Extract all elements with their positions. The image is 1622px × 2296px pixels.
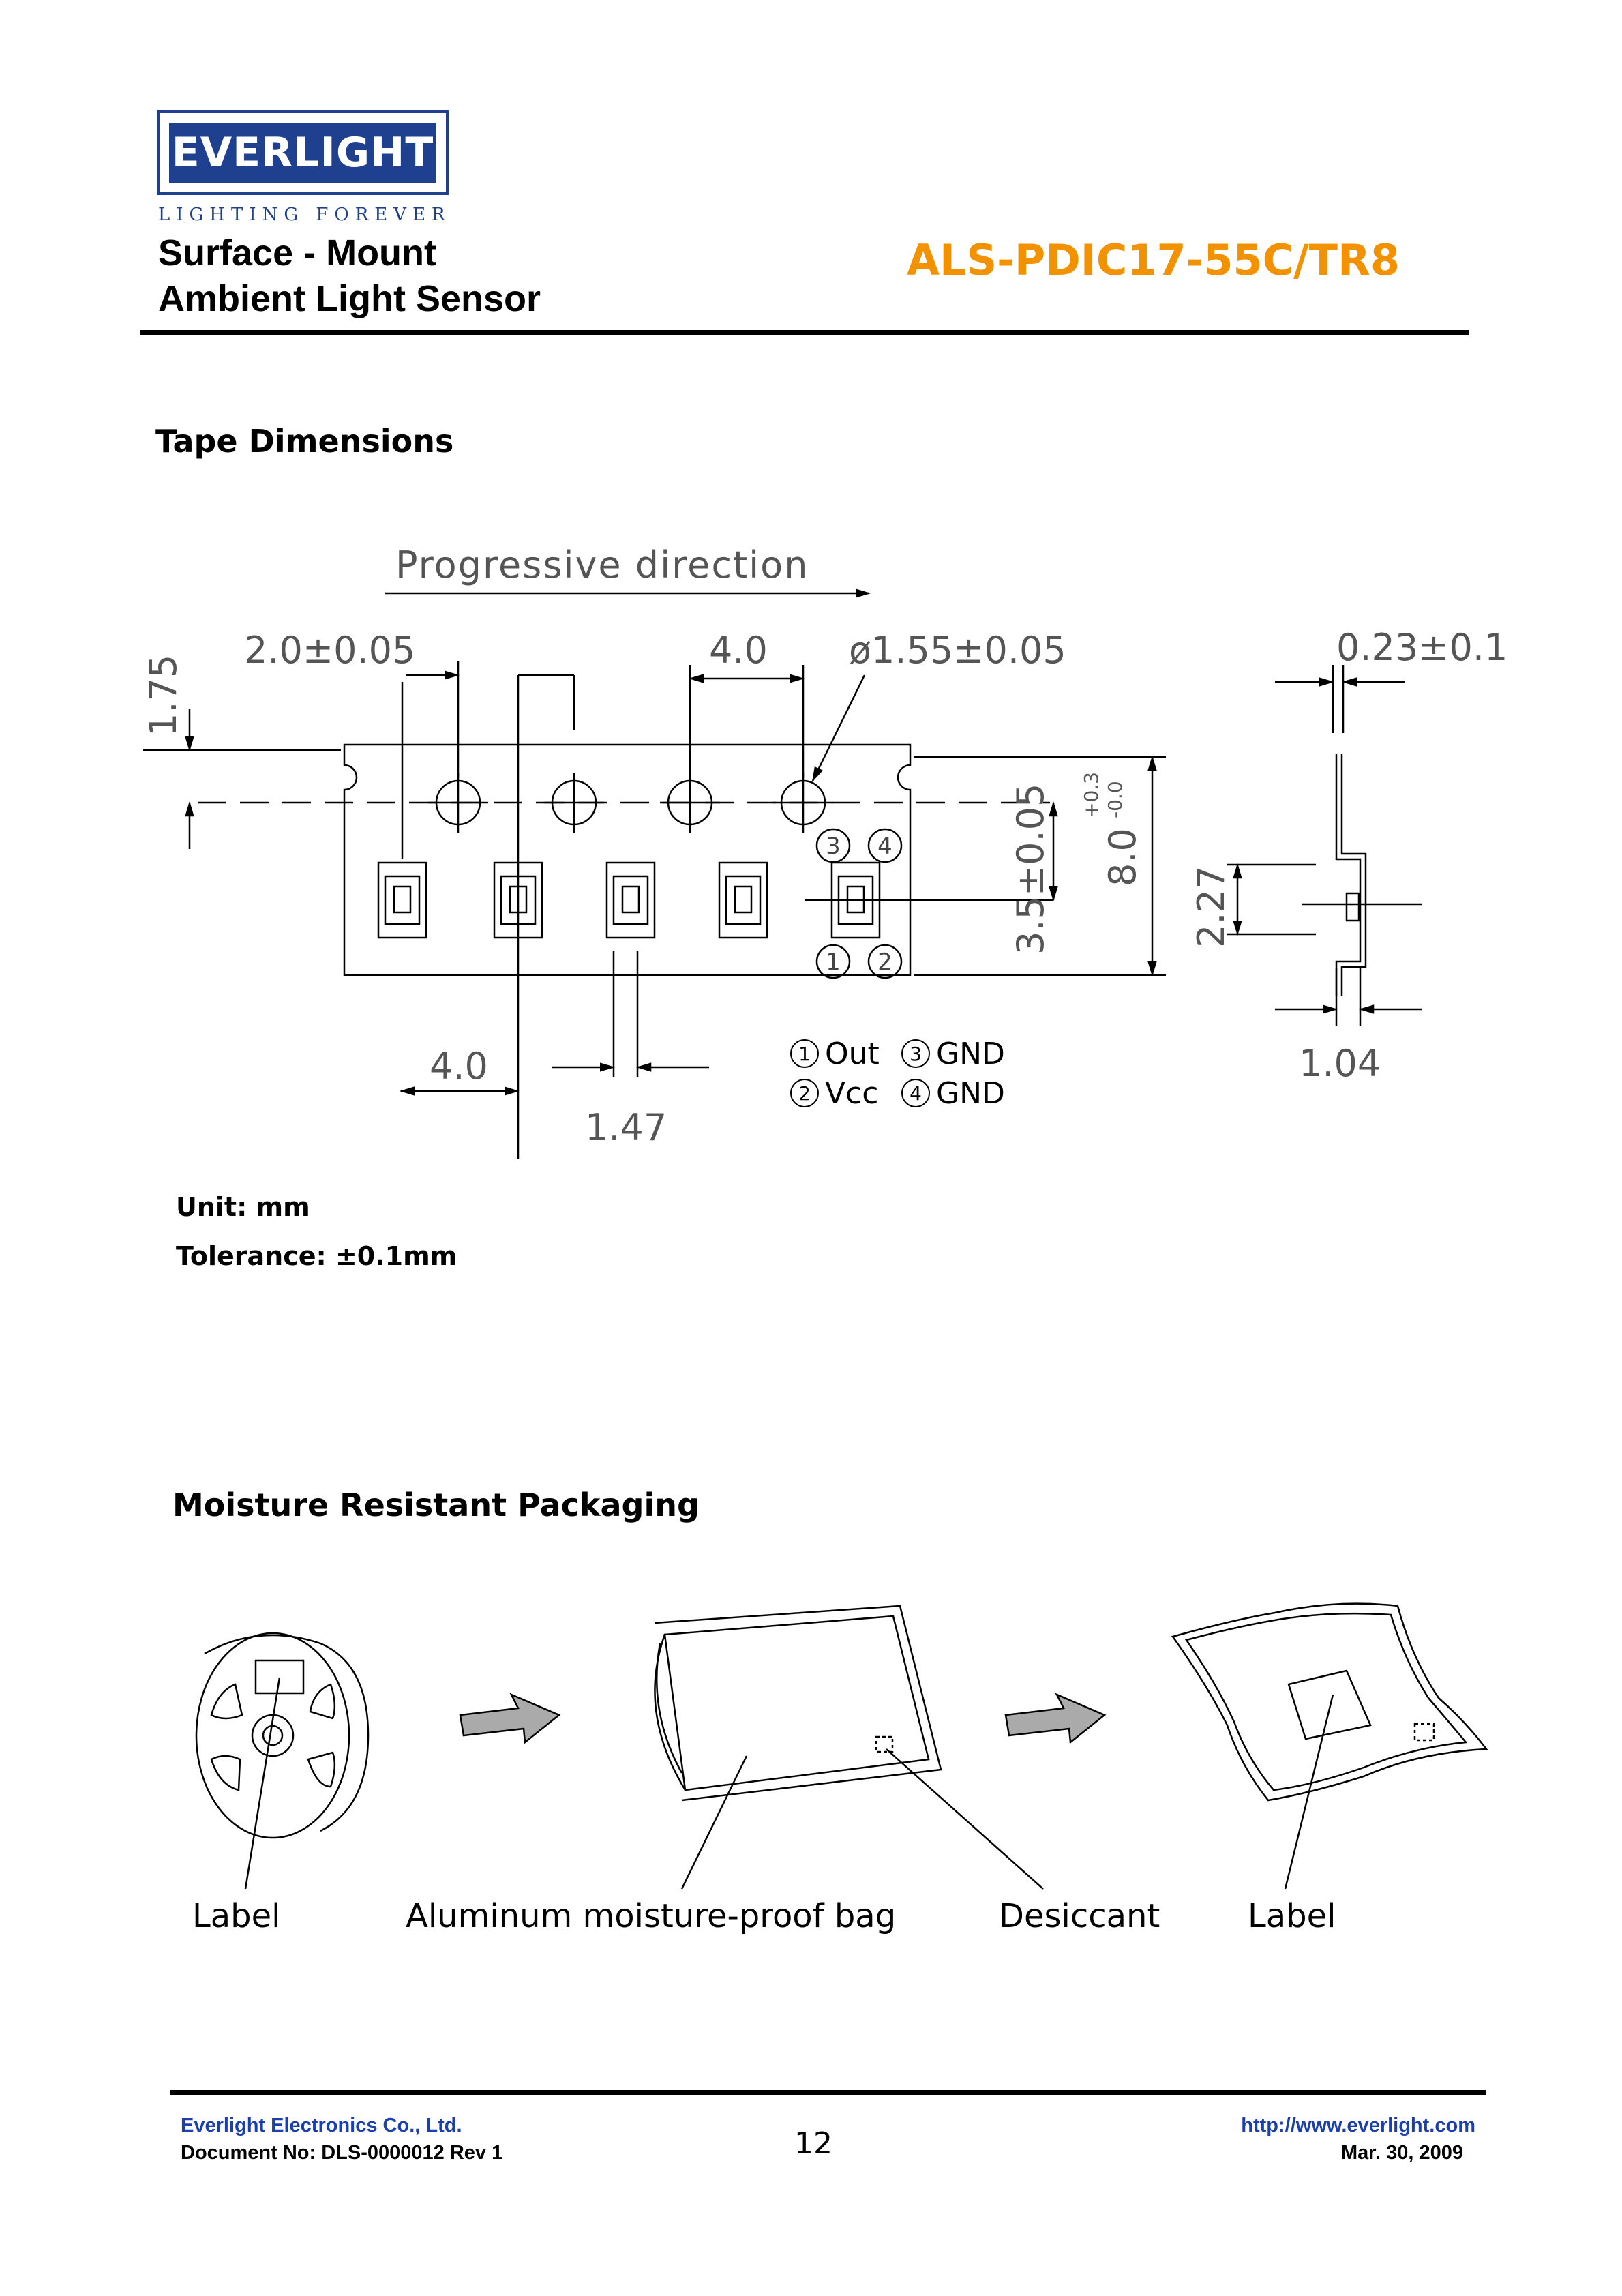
dim-2-0: 2.0±0.05 [244,629,416,672]
reel-icon [196,1633,368,1889]
pocket-4 [719,863,767,938]
dim-0-23: 0.23±0.1 [1336,626,1508,669]
label-moisture-bag: Aluminum moisture-proof bag [406,1897,897,1935]
page-number: 12 [794,2126,832,2161]
footer-company: Everlight Electronics Co., Ltd. [181,2115,462,2136]
part-number: ALS-PDIC17-55C/TR8 [907,235,1400,285]
pin-number-4: 4 [877,833,892,860]
dim-8-0-tol-minus: -0.0 [1104,781,1126,818]
dim-3-5: 3.5±0.05 [1009,783,1052,955]
product-title-line1: Surface - Mount [158,233,437,273]
dim-4-0-top: 4.0 [709,629,768,672]
legend-number-2: 2 [798,1082,811,1105]
label-desiccant: Desiccant [999,1897,1160,1935]
dim-2-27: 2.27 [1190,865,1233,948]
footer-date: Mar. 30, 2009 [1341,2142,1463,2164]
logo-tagline: LIGHTING FOREVER [158,205,451,225]
pin-label-vcc: Vcc [825,1076,879,1111]
step-arrow-2 [1006,1695,1105,1742]
pin-number-1: 1 [826,949,841,976]
packaging-illustration [0,1568,1622,1950]
dim-8-0: 8.0 [1101,828,1144,886]
tolerance-note: Tolerance: ±0.1mm [176,1241,457,1271]
step-arrow-1 [460,1695,559,1742]
legend-number-1: 1 [798,1043,811,1065]
pin-label-gnd-4: GND [936,1076,1005,1111]
footer-website-link[interactable]: http://www.everlight.com [1241,2115,1475,2136]
sealed-bag-icon [1173,1604,1486,1889]
dim-1-04: 1.04 [1299,1042,1381,1085]
dim-1-75: 1.75 [142,654,185,736]
dim-hole-diameter: ø1.55±0.05 [849,629,1066,672]
unit-note: Unit: mm [176,1192,310,1222]
footer-document-number: Document No: DLS-0000012 Rev 1 [181,2142,503,2164]
dim-4-0-bottom: 4.0 [430,1045,488,1088]
section-heading-tape: Tape Dimensions [155,423,454,460]
logo-wordmark: EVERLIGHT [169,123,436,183]
direction-label: Progressive direction [395,543,809,586]
pin-number-2: 2 [877,949,892,976]
product-title-line2: Ambient Light Sensor [158,278,541,319]
pin-label-gnd-3: GND [936,1037,1005,1071]
dim-1-47: 1.47 [585,1106,667,1149]
pocket-3 [607,863,655,938]
footer-divider [170,2090,1486,2095]
legend-number-4: 4 [910,1082,922,1105]
pocket-1 [378,863,426,938]
dim-8-0-tol-plus: +0.3 [1080,772,1102,818]
label-reel: Label [192,1897,281,1935]
pin-label-out: Out [825,1037,880,1071]
legend-number-3: 3 [910,1043,922,1065]
moisture-bag-icon [655,1606,1043,1889]
pin-number-3: 3 [826,833,841,860]
section-heading-packaging: Moisture Resistant Packaging [172,1487,700,1523]
label-bag: Label [1248,1897,1336,1935]
